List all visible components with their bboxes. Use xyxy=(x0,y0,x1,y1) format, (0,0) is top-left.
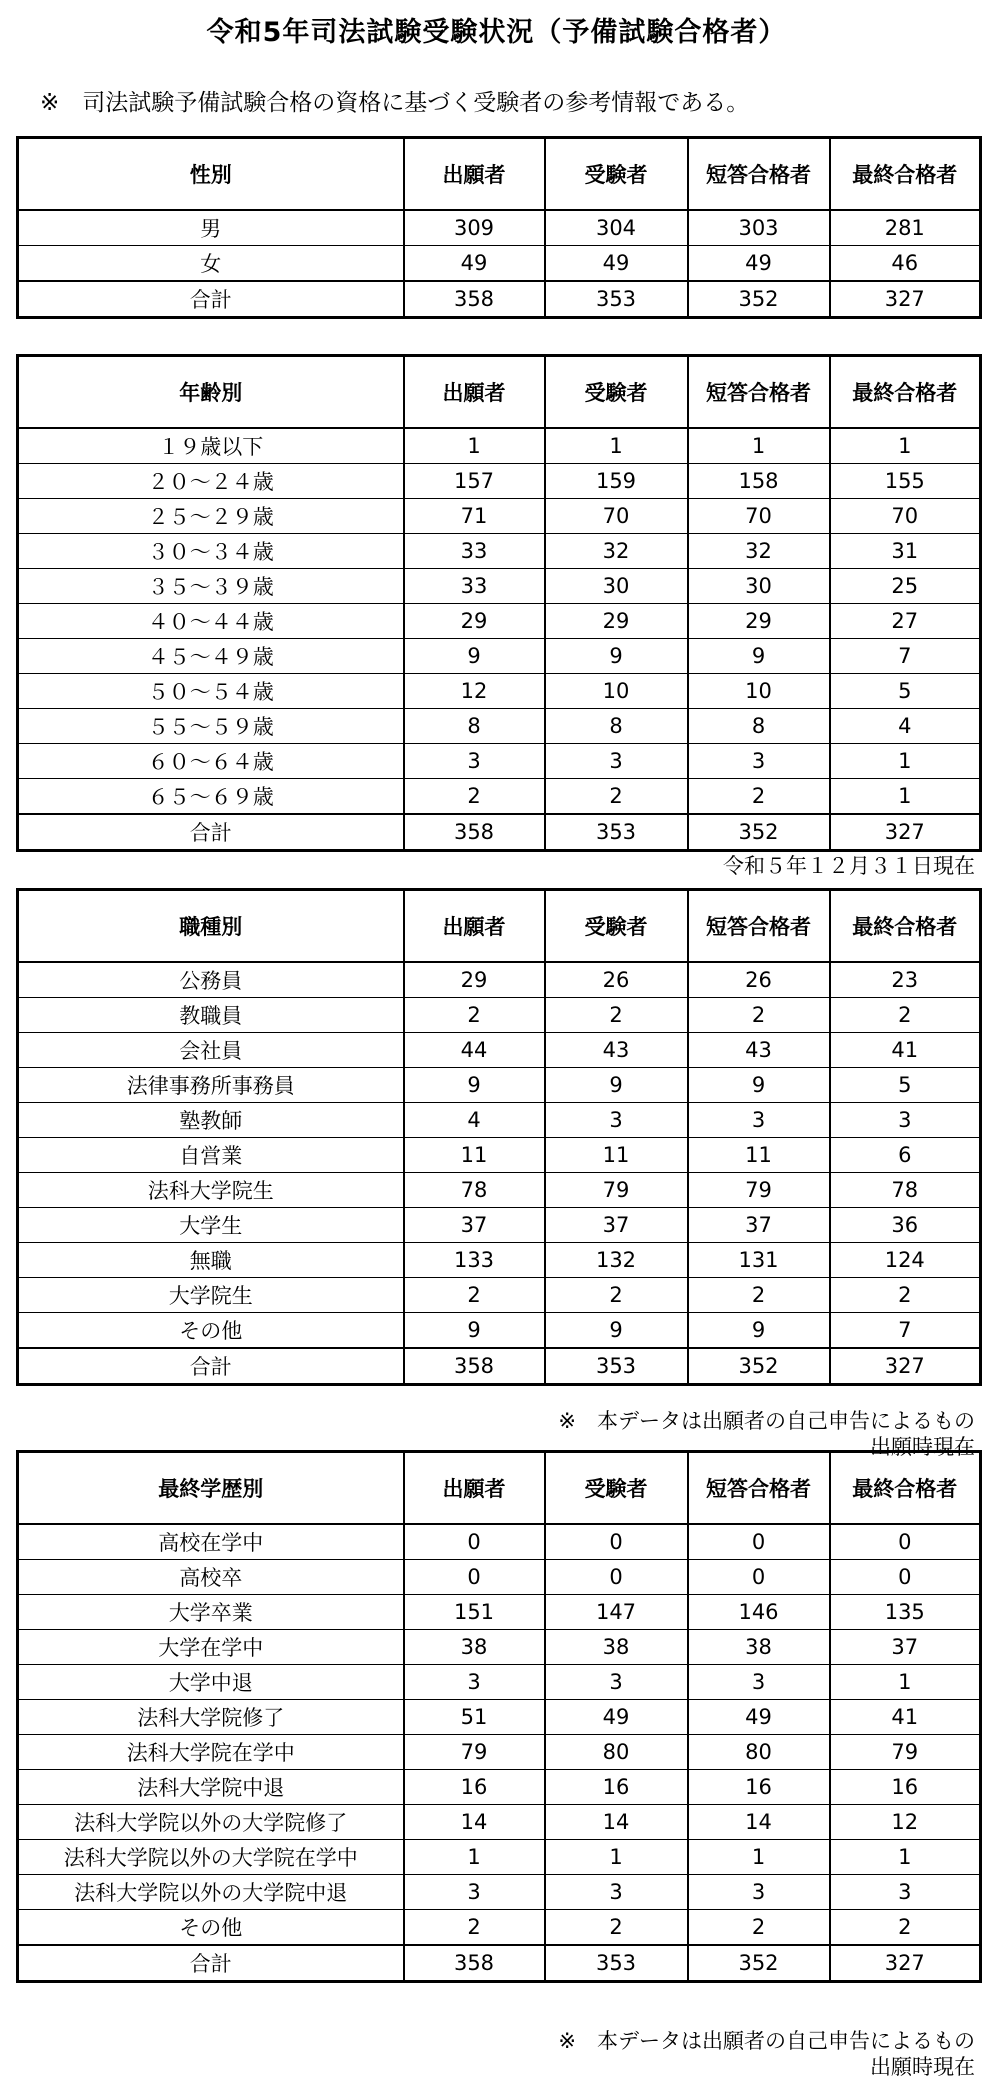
cell-value: 49 xyxy=(545,246,688,282)
cell-value: 3 xyxy=(404,1665,545,1700)
column-header: 最終合格者 xyxy=(830,138,981,211)
table-row xyxy=(18,1875,981,1910)
total-value: 358 xyxy=(404,1945,545,1982)
table-row xyxy=(18,1595,981,1630)
column-header: 短答合格者 xyxy=(688,138,830,211)
column-header: 短答合格者 xyxy=(688,1452,830,1525)
row-label: 法科大学院生 xyxy=(18,1173,404,1208)
header-row xyxy=(18,1452,981,1525)
cell-value: 30 xyxy=(688,569,830,604)
cell-value: 16 xyxy=(545,1770,688,1805)
footnote-line: 出願時現在 xyxy=(870,2055,975,2079)
cell-value: 41 xyxy=(830,1033,981,1068)
row-label: 塾教師 xyxy=(18,1103,404,1138)
cell-value: 8 xyxy=(404,709,545,744)
table-row xyxy=(18,1560,981,1595)
cell-value: 11 xyxy=(404,1138,545,1173)
table-row xyxy=(18,1840,981,1875)
cell-value: 10 xyxy=(688,674,830,709)
column-header: 受験者 xyxy=(545,138,688,211)
cell-value: 303 xyxy=(688,210,830,246)
table-row xyxy=(18,1033,981,1068)
total-value: 353 xyxy=(545,1348,688,1385)
cell-value: 29 xyxy=(688,604,830,639)
cell-value: 2 xyxy=(688,779,830,815)
gender-table xyxy=(16,136,982,319)
cell-value: 151 xyxy=(404,1595,545,1630)
cell-value: 1 xyxy=(830,1665,981,1700)
table-row xyxy=(18,1630,981,1665)
cell-value: 49 xyxy=(688,1700,830,1735)
table-row xyxy=(18,639,981,674)
cell-value: 36 xyxy=(830,1208,981,1243)
category-header: 年齢別 xyxy=(18,356,404,429)
row-label: 大学生 xyxy=(18,1208,404,1243)
column-header: 出願者 xyxy=(404,890,545,963)
cell-value: 3 xyxy=(688,1875,830,1910)
cell-value: 158 xyxy=(688,464,830,499)
table-row xyxy=(18,534,981,569)
cell-value: 9 xyxy=(545,1313,688,1349)
row-label: ４５～４９歳 xyxy=(18,639,404,674)
table-row xyxy=(18,1243,981,1278)
cell-value: 49 xyxy=(688,246,830,282)
cell-value: 3 xyxy=(830,1875,981,1910)
table-row xyxy=(18,1138,981,1173)
cell-value: 33 xyxy=(404,534,545,569)
cell-value: 11 xyxy=(545,1138,688,1173)
cell-value: 6 xyxy=(830,1138,981,1173)
cell-value: 2 xyxy=(830,1278,981,1313)
cell-value: 3 xyxy=(545,1665,688,1700)
cell-value: 0 xyxy=(830,1524,981,1560)
total-value: 358 xyxy=(404,814,545,851)
table-row xyxy=(18,210,981,246)
column-header: 受験者 xyxy=(545,890,688,963)
cell-value: 2 xyxy=(404,779,545,815)
column-header: 最終合格者 xyxy=(830,356,981,429)
cell-value: 26 xyxy=(545,962,688,998)
cell-value: 0 xyxy=(545,1524,688,1560)
cell-value: 78 xyxy=(404,1173,545,1208)
cell-value: 16 xyxy=(404,1770,545,1805)
cell-value: 7 xyxy=(830,1313,981,1349)
table-row xyxy=(18,1278,981,1313)
row-label: 女 xyxy=(18,246,404,282)
table-row xyxy=(18,1665,981,1700)
row-label: ３５～３９歳 xyxy=(18,569,404,604)
cell-value: 281 xyxy=(830,210,981,246)
cell-value: 9 xyxy=(688,1068,830,1103)
cell-value: 5 xyxy=(830,1068,981,1103)
footnote-line: 出願時現在 xyxy=(870,1435,975,1459)
cell-value: 30 xyxy=(545,569,688,604)
row-label: その他 xyxy=(18,1910,404,1946)
total-value: 352 xyxy=(688,814,830,851)
cell-value: 3 xyxy=(688,744,830,779)
cell-value: 3 xyxy=(688,1665,830,1700)
row-label: ６０～６４歳 xyxy=(18,744,404,779)
table-row xyxy=(18,1910,981,1946)
row-label: 法科大学院以外の大学院在学中 xyxy=(18,1840,404,1875)
total-row xyxy=(18,814,981,851)
cell-value: 23 xyxy=(830,962,981,998)
cell-value: 16 xyxy=(830,1770,981,1805)
row-label: ４０～４４歳 xyxy=(18,604,404,639)
cell-value: 1 xyxy=(545,1840,688,1875)
table-row xyxy=(18,246,981,282)
cell-value: 4 xyxy=(404,1103,545,1138)
cell-value: 32 xyxy=(688,534,830,569)
cell-value: 3 xyxy=(545,1875,688,1910)
total-value: 353 xyxy=(545,1945,688,1982)
cell-value: 9 xyxy=(404,1068,545,1103)
cell-value: 135 xyxy=(830,1595,981,1630)
row-label: 大学中退 xyxy=(18,1665,404,1700)
cell-value: 146 xyxy=(688,1595,830,1630)
cell-value: 2 xyxy=(688,1278,830,1313)
cell-value: 2 xyxy=(404,998,545,1033)
cell-value: 2 xyxy=(688,998,830,1033)
cell-value: 79 xyxy=(688,1173,830,1208)
cell-value: 2 xyxy=(830,1910,981,1946)
row-label: 法科大学院以外の大学院修了 xyxy=(18,1805,404,1840)
cell-value: 8 xyxy=(545,709,688,744)
cell-value: 124 xyxy=(830,1243,981,1278)
cell-value: 9 xyxy=(688,1313,830,1349)
cell-value: 37 xyxy=(404,1208,545,1243)
table-row xyxy=(18,569,981,604)
cell-value: 8 xyxy=(688,709,830,744)
table-row xyxy=(18,1173,981,1208)
header-row xyxy=(18,138,981,211)
total-label: 合計 xyxy=(18,1945,404,1982)
row-label: 大学院生 xyxy=(18,1278,404,1313)
table-row xyxy=(18,1735,981,1770)
cell-value: 10 xyxy=(545,674,688,709)
cell-value: 2 xyxy=(688,1910,830,1946)
cell-value: 12 xyxy=(830,1805,981,1840)
cell-value: 155 xyxy=(830,464,981,499)
row-label: 法科大学院在学中 xyxy=(18,1735,404,1770)
cell-value: 43 xyxy=(545,1033,688,1068)
table-row xyxy=(18,709,981,744)
cell-value: 33 xyxy=(404,569,545,604)
row-label: 自営業 xyxy=(18,1138,404,1173)
total-value: 352 xyxy=(688,281,830,318)
total-value: 327 xyxy=(830,1945,981,1982)
cell-value: 4 xyxy=(830,709,981,744)
row-label: ５５～５９歳 xyxy=(18,709,404,744)
header-row xyxy=(18,356,981,429)
cell-value: 131 xyxy=(688,1243,830,1278)
table-row xyxy=(18,779,981,815)
cell-value: 1 xyxy=(830,1840,981,1875)
cell-value: 3 xyxy=(545,1103,688,1138)
table-row xyxy=(18,1805,981,1840)
cell-value: 37 xyxy=(688,1208,830,1243)
table-row xyxy=(18,1208,981,1243)
cell-value: 1 xyxy=(830,428,981,464)
cell-value: 38 xyxy=(545,1630,688,1665)
row-label: 公務員 xyxy=(18,962,404,998)
cell-value: 9 xyxy=(404,1313,545,1349)
cell-value: 79 xyxy=(545,1173,688,1208)
cell-value: 25 xyxy=(830,569,981,604)
cell-value: 70 xyxy=(545,499,688,534)
cell-value: 0 xyxy=(404,1560,545,1595)
cell-value: 80 xyxy=(688,1735,830,1770)
cell-value: 70 xyxy=(830,499,981,534)
footnote-line: ※ 本データは出願者の自己申告によるもの xyxy=(558,1409,975,1433)
cell-value: 133 xyxy=(404,1243,545,1278)
cell-value: 38 xyxy=(404,1630,545,1665)
cell-value: 147 xyxy=(545,1595,688,1630)
table-row xyxy=(18,998,981,1033)
cell-value: 38 xyxy=(688,1630,830,1665)
column-header: 短答合格者 xyxy=(688,890,830,963)
cell-value: 3 xyxy=(404,1875,545,1910)
row-label: 大学卒業 xyxy=(18,1595,404,1630)
cell-value: 43 xyxy=(688,1033,830,1068)
table-row xyxy=(18,604,981,639)
footnote-line: 令和５年１２月３１日現在 xyxy=(723,854,975,878)
cell-value: 1 xyxy=(688,428,830,464)
cell-value: 2 xyxy=(404,1910,545,1946)
table-row xyxy=(18,464,981,499)
cell-value: 26 xyxy=(688,962,830,998)
row-label: 法律事務所事務員 xyxy=(18,1068,404,1103)
cell-value: 9 xyxy=(545,639,688,674)
total-value: 352 xyxy=(688,1945,830,1982)
cell-value: 0 xyxy=(830,1560,981,1595)
cell-value: 7 xyxy=(830,639,981,674)
cell-value: 2 xyxy=(404,1278,545,1313)
cell-value: 2 xyxy=(545,1278,688,1313)
total-value: 358 xyxy=(404,1348,545,1385)
total-value: 353 xyxy=(545,281,688,318)
table-row xyxy=(18,674,981,709)
column-header: 短答合格者 xyxy=(688,356,830,429)
column-header: 出願者 xyxy=(404,138,545,211)
cell-value: 14 xyxy=(545,1805,688,1840)
row-label: 法科大学院中退 xyxy=(18,1770,404,1805)
cell-value: 44 xyxy=(404,1033,545,1068)
cell-value: 1 xyxy=(545,428,688,464)
cell-value: 78 xyxy=(830,1173,981,1208)
row-label: ２５～２９歳 xyxy=(18,499,404,534)
header-row xyxy=(18,890,981,963)
cell-value: 29 xyxy=(545,604,688,639)
cell-value: 37 xyxy=(830,1630,981,1665)
row-label: 法科大学院以外の大学院中退 xyxy=(18,1875,404,1910)
cell-value: 16 xyxy=(688,1770,830,1805)
row-label: ２０～２４歳 xyxy=(18,464,404,499)
row-label: 大学在学中 xyxy=(18,1630,404,1665)
cell-value: 37 xyxy=(545,1208,688,1243)
cell-value: 14 xyxy=(404,1805,545,1840)
total-value: 358 xyxy=(404,281,545,318)
row-label: その他 xyxy=(18,1313,404,1349)
cell-value: 41 xyxy=(830,1700,981,1735)
table-row xyxy=(18,1524,981,1560)
category-header: 最終学歴別 xyxy=(18,1452,404,1525)
cell-value: 32 xyxy=(545,534,688,569)
cell-value: 309 xyxy=(404,210,545,246)
column-header: 受験者 xyxy=(545,356,688,429)
cell-value: 1 xyxy=(688,1840,830,1875)
column-header: 最終合格者 xyxy=(830,1452,981,1525)
total-value: 327 xyxy=(830,814,981,851)
education-footnote xyxy=(558,2028,975,2080)
row-label: ６５～６９歳 xyxy=(18,779,404,815)
total-label: 合計 xyxy=(18,1348,404,1385)
total-row xyxy=(18,1945,981,1982)
row-label: 法科大学院修了 xyxy=(18,1700,404,1735)
occupation-table xyxy=(16,888,982,1386)
cell-value: 5 xyxy=(830,674,981,709)
table-row xyxy=(18,1313,981,1349)
cell-value: 3 xyxy=(830,1103,981,1138)
reference-note: ※ 司法試験予備試験合格の資格に基づく受験者の参考情報である。 xyxy=(40,90,750,116)
cell-value: 0 xyxy=(688,1524,830,1560)
total-row xyxy=(18,281,981,318)
cell-value: 29 xyxy=(404,604,545,639)
category-header: 職種別 xyxy=(18,890,404,963)
cell-value: 0 xyxy=(404,1524,545,1560)
cell-value: 132 xyxy=(545,1243,688,1278)
cell-value: 29 xyxy=(404,962,545,998)
total-row xyxy=(18,1348,981,1385)
cell-value: 2 xyxy=(830,998,981,1033)
cell-value: 0 xyxy=(545,1560,688,1595)
cell-value: 1 xyxy=(830,779,981,815)
cell-value: 79 xyxy=(830,1735,981,1770)
cell-value: 3 xyxy=(404,744,545,779)
category-header: 性別 xyxy=(18,138,404,211)
total-value: 352 xyxy=(688,1348,830,1385)
row-label: １９歳以下 xyxy=(18,428,404,464)
table-row xyxy=(18,744,981,779)
cell-value: 157 xyxy=(404,464,545,499)
total-value: 353 xyxy=(545,814,688,851)
table-row xyxy=(18,1770,981,1805)
cell-value: 2 xyxy=(545,998,688,1033)
column-header: 最終合格者 xyxy=(830,890,981,963)
footnote-line: ※ 本データは出願者の自己申告によるもの xyxy=(558,2029,975,2053)
cell-value: 11 xyxy=(688,1138,830,1173)
cell-value: 71 xyxy=(404,499,545,534)
row-label: 会社員 xyxy=(18,1033,404,1068)
cell-value: 2 xyxy=(545,1910,688,1946)
cell-value: 12 xyxy=(404,674,545,709)
cell-value: 46 xyxy=(830,246,981,282)
row-label: 高校在学中 xyxy=(18,1524,404,1560)
table-row xyxy=(18,428,981,464)
education-table xyxy=(16,1450,982,1983)
cell-value: 49 xyxy=(404,246,545,282)
table-row xyxy=(18,499,981,534)
row-label: 無職 xyxy=(18,1243,404,1278)
cell-value: 9 xyxy=(404,639,545,674)
table-row xyxy=(18,962,981,998)
total-label: 合計 xyxy=(18,281,404,318)
cell-value: 79 xyxy=(404,1735,545,1770)
cell-value: 51 xyxy=(404,1700,545,1735)
cell-value: 9 xyxy=(545,1068,688,1103)
cell-value: 304 xyxy=(545,210,688,246)
table-row xyxy=(18,1068,981,1103)
age-footnote xyxy=(723,853,975,879)
row-label: 男 xyxy=(18,210,404,246)
column-header: 受験者 xyxy=(545,1452,688,1525)
table-row xyxy=(18,1700,981,1735)
cell-value: 2 xyxy=(545,779,688,815)
column-header: 出願者 xyxy=(404,356,545,429)
cell-value: 9 xyxy=(688,639,830,674)
cell-value: 27 xyxy=(830,604,981,639)
cell-value: 80 xyxy=(545,1735,688,1770)
cell-value: 1 xyxy=(404,1840,545,1875)
cell-value: 0 xyxy=(688,1560,830,1595)
row-label: 教職員 xyxy=(18,998,404,1033)
cell-value: 3 xyxy=(545,744,688,779)
total-value: 327 xyxy=(830,281,981,318)
cell-value: 70 xyxy=(688,499,830,534)
column-header: 出願者 xyxy=(404,1452,545,1525)
row-label: ５０～５４歳 xyxy=(18,674,404,709)
cell-value: 1 xyxy=(830,744,981,779)
table-row xyxy=(18,1103,981,1138)
cell-value: 3 xyxy=(688,1103,830,1138)
cell-value: 14 xyxy=(688,1805,830,1840)
cell-value: 1 xyxy=(404,428,545,464)
cell-value: 49 xyxy=(545,1700,688,1735)
page-title: 令和5年司法試験受験状況（予備試験合格者） xyxy=(206,17,787,48)
age-table xyxy=(16,354,982,852)
total-value: 327 xyxy=(830,1348,981,1385)
row-label: ３０～３４歳 xyxy=(18,534,404,569)
row-label: 高校卒 xyxy=(18,1560,404,1595)
cell-value: 31 xyxy=(830,534,981,569)
cell-value: 159 xyxy=(545,464,688,499)
total-label: 合計 xyxy=(18,814,404,851)
